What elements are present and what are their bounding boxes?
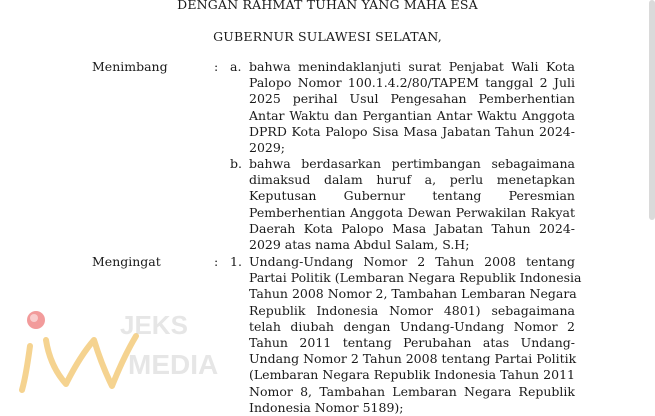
clause-line: Pemberhentian Anggota Dewan Perwakilan Rakyat [249,204,575,220]
item-marker-a: a. [230,59,242,74]
clause-line: Partai Politik (Lembaran Negara Republik Indonesia [249,270,582,286]
clause-line: Palopo Nomor 100.1.4.2/80/TAPEM tanggal 2 Juli [249,75,575,91]
clause-line: Tahun 2008 Nomor 2, Tambahan Lembaran Negara [249,286,577,302]
clause-line: bahwa berdasarkan pertimbangan sebagaimana [249,156,575,171]
watermark-dot [27,311,45,329]
item-marker-1: 1. [230,254,242,269]
doc-heading-governor: GUBERNUR SULAWESI SELATAN, [213,29,442,44]
clause-line: Tahun 2011 tentang Perubahan atas Undang- [249,335,575,351]
section-label-menimbang: Menimbang [92,59,168,74]
item-marker-b: b. [230,156,242,171]
watermark-text-top: JEKS [120,310,188,340]
clause-b [249,156,575,253]
clause-line: bahwa menindaklanjuti surat Penjabat Wali Kota [249,59,575,74]
vertical-scrollbar[interactable] [649,0,655,220]
clause-line: Indonesia Nomor 5189); [249,399,404,415]
clause-line: Nomor 8, Tambahan Lembaran Negara Republik [249,383,575,399]
section-colon: : [214,59,219,74]
clause-line: Daerah Kota Palopo Masa Jabatan Tahun 2024- [249,220,575,236]
watermark-text-bottom: MEDIA [128,349,219,380]
clause-line: 2025 perihal Usul Pengesahan Pemberhentian [249,91,575,107]
clause-line: DPRD Kota Palopo Sisa Masa Jabatan Tahun 2024- [249,123,575,139]
clause-line: telah diubah dengan Undang-Undang Nomor 2 [249,318,575,334]
section-label-mengingat: Mengingat [92,254,161,269]
clause-a [249,59,575,156]
doc-heading-invocation: DENGAN RAHMAT TUHAN YANG MAHA ESA [177,0,478,12]
clause-line: Keputusan Gubernur tentang Peresmian [249,188,575,204]
clause-line: Undang Nomor 2 Tahun 2008 tentang Partai Politik [249,351,577,367]
clause-line: 2029 atas nama Abdul Salam, S.H; [249,237,470,253]
clause-line: (Lembaran Negara Republik Indonesia Tahun 2011 [249,367,575,383]
clause-line: Antar Waktu dan Pergantian Antar Waktu Anggota [249,107,575,123]
watermark-logo [16,306,226,400]
watermark-swoosh [22,336,136,390]
clause-1 [249,254,582,416]
clause-line: dimaksud dalam huruf a, perlu menetapkan [249,172,575,188]
clause-line: 2029; [249,140,286,156]
section-colon: : [214,254,219,269]
clause-line: Undang-Undang Nomor 2 Tahun 2008 tentang [249,254,575,269]
clause-line: Republik Indonesia Nomor 4801) sebagaimana [249,302,575,318]
